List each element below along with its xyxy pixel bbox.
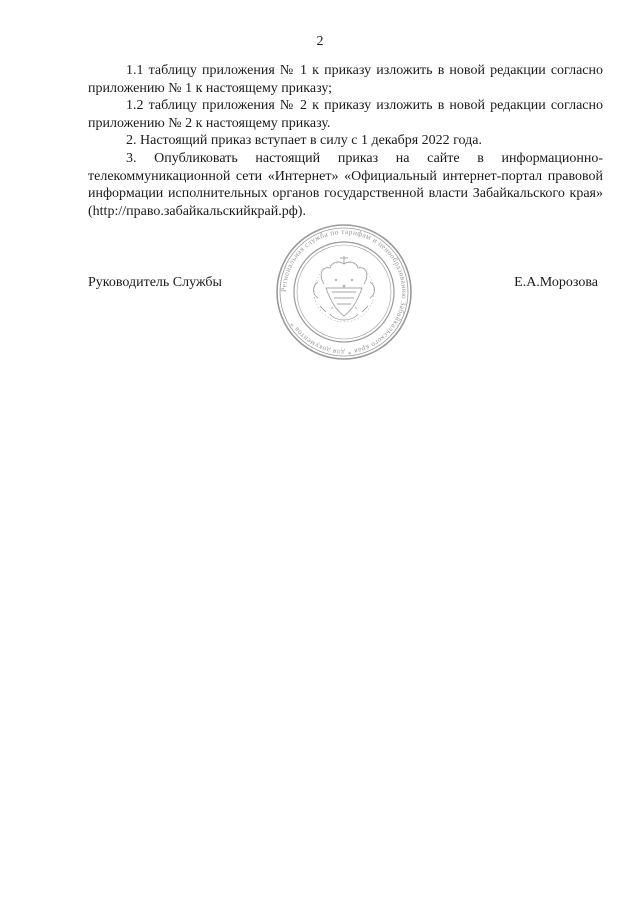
paragraph-2: 2. Настоящий приказ вступает в силу с 1 декабря 2022 года.	[126, 133, 482, 149]
paragraph-1-1: 1.1 таблицу приложения № 1 к приказу изложить в новой редакции согласно приложению № 1 к настоящему приказу;	[88, 63, 603, 96]
signatory-name: Е.А.Морозова	[514, 275, 598, 290]
svg-text:Региональная служба по тарифам: Региональная служба по тарифам и ценообразованию Забайкальского края * для документов *	[278, 226, 410, 358]
paragraph-1-2: 1.2 таблицу приложения № 2 к приказу изложить в новой редакции согласно приложению № 2 к настоящему приказу.	[88, 98, 603, 131]
document-body	[88, 62, 603, 220]
signature-block	[88, 275, 598, 295]
signatory-role: Руководитель Службы	[88, 275, 222, 290]
paragraph-3: 3. Опубликовать настоящий приказ на сайте в информационно-телекоммуникационной сети «Интернет» «Официальный интернет-портал правовой информации исполнительных органов государственной власти Забайкальского края» (http://право.забайкальскийкрай.рф).	[88, 150, 603, 219]
page-number: 2	[316, 34, 324, 49]
